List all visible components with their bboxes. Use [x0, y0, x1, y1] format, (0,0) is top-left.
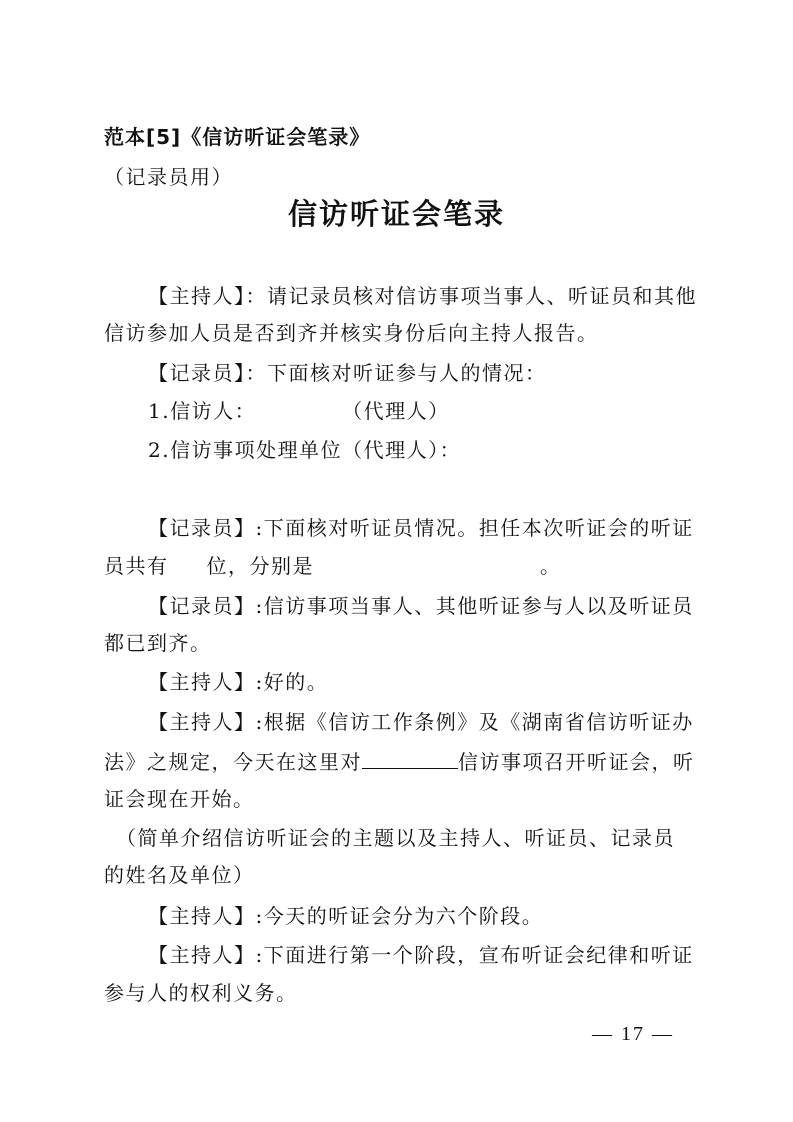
paragraph-host-open-line-3: 证会现在开始。 — [104, 787, 255, 811]
page-title: 信访听证会笔录 — [287, 197, 505, 231]
paragraph-host-stage-one-line-2: 参与人的权利义务。 — [104, 981, 298, 1005]
paragraph-recorder-present-line-2: 都已到齐。 — [104, 631, 212, 655]
open-suffix: 信访事项召开听证会，听 — [458, 750, 695, 774]
paragraph-recorder-check: 【记录员】：下面核对听证参与人的情况： — [148, 361, 547, 385]
paragraph-recorder-panel-line-1: 【记录员】:下面核对听证员情况。担任本次听证会的听证 — [148, 516, 694, 540]
paragraph-host-open-line-1: 【主持人】:根据《信访工作条例》及《湖南省信访听证办 — [148, 710, 694, 734]
paragraph-intro-note-line-1: （简单介绍信访听证会的主题以及主持人、听证员、记录员 — [116, 826, 675, 850]
paragraph-host-ok: 【主持人】:好的。 — [148, 670, 329, 694]
paragraph-host-stages: 【主持人】:今天的听证会分为六个阶段。 — [148, 904, 544, 928]
paragraph-recorder-panel-line-2 — [104, 554, 562, 578]
item-handling-unit-line: 2.信访事项处理单位（代理人）： — [148, 438, 462, 462]
page-number: — 17 — — [592, 1023, 674, 1045]
panel-names-prefix: 位，分别是 — [206, 554, 314, 578]
item-petitioner-line — [148, 399, 450, 423]
paragraph-host-open-line-2 — [104, 748, 695, 774]
paragraph-host-stage-one-line-1: 【主持人】:下面进行第一个阶段，宣布听证会纪律和听证 — [148, 943, 694, 967]
paragraph-intro-note-line-2: 的姓名及单位） — [104, 863, 255, 887]
petition-matter-blank — [362, 748, 458, 769]
paragraph-host-request-line-2: 信访参加人员是否到齐并核实身份后向主持人报告。 — [104, 321, 599, 345]
paragraph-host-request-line-1: 【主持人】：请记录员核对信访事项当事人、听证员和其他 — [148, 284, 697, 308]
item-petitioner-agent-label: （代理人） — [342, 399, 450, 423]
item-petitioner-label: 1.信访人： — [148, 399, 257, 423]
role-note: （记录员用） — [104, 165, 233, 189]
panel-names-end: 。 — [540, 554, 562, 578]
panel-count-prefix: 员共有 — [104, 554, 169, 578]
open-prefix: 法》之规定，今天在这里对 — [104, 750, 362, 774]
template-label: 范本[5]《信访听证会笔录》 — [104, 125, 371, 149]
paragraph-recorder-present-line-1: 【记录员】:信访事项当事人、其他听证参与人以及听证员 — [148, 594, 694, 618]
